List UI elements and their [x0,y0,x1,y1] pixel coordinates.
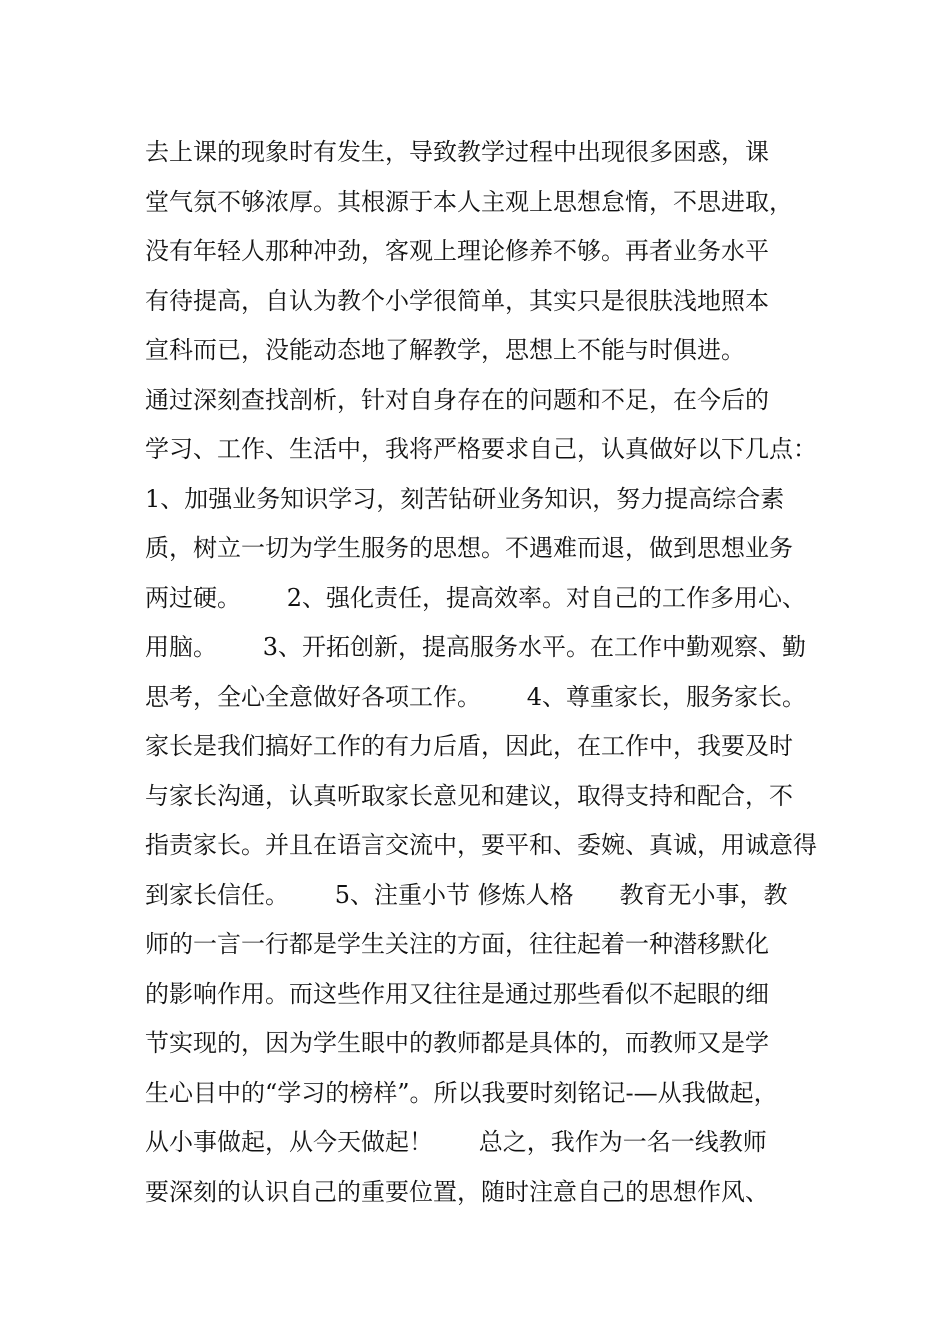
text-line: 要深刻的认识自己的重要位置，随时注意自己的思想作风、 [145,1177,769,1206]
text-line: 指责家长。并且在语言交流中，要平和、委婉、真诚，用诚意得 [145,831,817,859]
text-line: 师的一言一行都是学生关注的方面，往往起着一种潜移默化 [145,930,769,958]
text-line: 有待提高，自认为教个小学很简单，其实只是很肤浅地照本 [145,286,769,315]
text-line: 用脑。 3、开拓创新，提高服务水平。在工作中勤观察、勤 [145,633,807,661]
text-line: 宣科而已，没能动态地了解教学，思想上不能与时俱进。 [145,336,745,364]
body-text [145,128,815,1217]
text-line: 去上课的现象时有发生，导致教学过程中出现很多困惑，课 [145,138,769,166]
text-line: 到家长信任。 5、注重小节 修炼人格 教育无小事，教 [145,880,788,909]
text-line: 学习、工作、生活中，我将严格要求自己，认真做好以下几点： [145,435,817,463]
text-line: 生心目中的“学习的榜样”。所以我要时刻铭记-—从我做起， [145,1078,778,1107]
text-line: 与家长沟通，认真听取家长意见和建议，取得支持和配合，不 [145,781,793,810]
text-line: 没有年轻人那种冲劲，客观上理论修养不够。再者业务水平 [145,237,769,265]
text-line: 质，树立一切为学生服务的思想。不遇难而退，做到思想业务 [145,534,793,562]
text-line: 两过硬。 2、强化责任，提高效率。对自己的工作多用心、 [145,583,807,612]
text-line: 从小事做起，从今天做起！ 总之，我作为一名一线教师 [145,1128,767,1156]
text-line: 的影响作用。而这些作用又往往是通过那些看似不起眼的细 [145,979,769,1008]
text-line: 堂气氛不够浓厚。其根源于本人主观上思想怠惰，不思进取， [145,187,793,216]
text-line: 家长是我们搞好工作的有力后盾，因此，在工作中，我要及时 [145,732,793,760]
text-line: 通过深刻查找剖析，针对自身存在的问题和不足，在今后的 [145,385,769,414]
text-line: 节实现的，因为学生眼中的教师都是具体的，而教师又是学 [145,1029,769,1057]
text-line: 思考，全心全意做好各项工作。 4、尊重家长，服务家长。 [145,682,807,711]
text-line: 1、加强业务知识学习，刻苦钻研业务知识，努力提高综合素 [145,484,785,513]
